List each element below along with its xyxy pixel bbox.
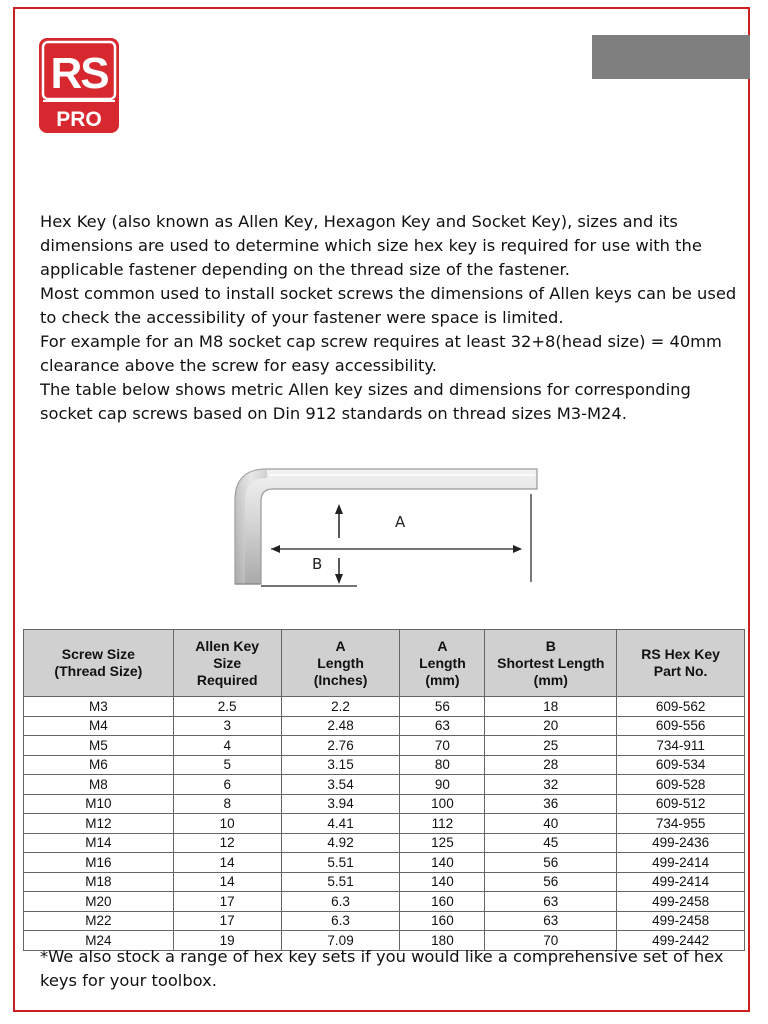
table-cell: 609-534 — [617, 755, 745, 775]
table-row — [24, 755, 745, 775]
hex-key-shape — [235, 469, 537, 584]
table-cell: 10 — [173, 814, 281, 834]
table-cell: 25 — [485, 736, 617, 756]
table-header-row — [24, 630, 745, 697]
intro-text — [40, 210, 740, 426]
table-cell: 609-562 — [617, 697, 745, 717]
column-header: A Length (Inches) — [281, 630, 400, 697]
table-cell: 6.3 — [281, 911, 400, 931]
table-cell: 45 — [485, 833, 617, 853]
table-row — [24, 872, 745, 892]
table-cell: 3.94 — [281, 794, 400, 814]
intro-paragraph: For example for an M8 socket cap screw requires at least 32+8(head size) = 40mm clearance above the screw for easy accessibility. — [40, 332, 722, 375]
table-cell: 5.51 — [281, 853, 400, 873]
table-cell: M3 — [24, 697, 174, 717]
table-cell: 609-512 — [617, 794, 745, 814]
table-row — [24, 892, 745, 912]
table-cell: 499-2442 — [617, 931, 745, 951]
table-cell: 28 — [485, 755, 617, 775]
footnote: *We also stock a range of hex key sets if you would like a comprehensive set of hex keys for your toolbox. — [40, 947, 724, 990]
table-cell: 6 — [173, 775, 281, 795]
table-cell: 63 — [400, 716, 485, 736]
table-row — [24, 736, 745, 756]
table-cell: 499-2458 — [617, 892, 745, 912]
hex-key-size-table — [23, 629, 745, 951]
table-cell: 70 — [485, 931, 617, 951]
table-cell: 5 — [173, 755, 281, 775]
intro-paragraph: The table below shows metric Allen key sizes and dimensions for corresponding socket cap screws based on Din 912 standards on thread sizes M3-M24. — [40, 380, 691, 423]
table-row — [24, 794, 745, 814]
table-cell: 160 — [400, 911, 485, 931]
logo-rs-text: RS — [50, 49, 108, 98]
column-header: A Length (mm) — [400, 630, 485, 697]
table-cell: 3.54 — [281, 775, 400, 795]
table-cell: 499-2436 — [617, 833, 745, 853]
table-cell: 7.09 — [281, 931, 400, 951]
table-cell: 112 — [400, 814, 485, 834]
table-cell: 70 — [400, 736, 485, 756]
table-cell: 499-2458 — [617, 911, 745, 931]
table-body — [24, 697, 745, 951]
table-cell: 90 — [400, 775, 485, 795]
table-row — [24, 814, 745, 834]
table-cell: 56 — [485, 853, 617, 873]
table-cell: 14 — [173, 872, 281, 892]
table-cell: 17 — [173, 911, 281, 931]
table-cell: M5 — [24, 736, 174, 756]
table-cell: 160 — [400, 892, 485, 912]
arrow-down-icon — [335, 574, 343, 584]
table-cell: 734-911 — [617, 736, 745, 756]
table-cell: 4.41 — [281, 814, 400, 834]
table-cell: 4 — [173, 736, 281, 756]
table-cell: 32 — [485, 775, 617, 795]
table-cell: M20 — [24, 892, 174, 912]
table-cell: M18 — [24, 872, 174, 892]
table-cell: M16 — [24, 853, 174, 873]
dimension-b-label: B — [312, 555, 323, 573]
table-cell: 180 — [400, 931, 485, 951]
table-cell: 14 — [173, 853, 281, 873]
column-header: RS Hex Key Part No. — [617, 630, 745, 697]
table-row — [24, 853, 745, 873]
table-cell: 80 — [400, 755, 485, 775]
table-row — [24, 697, 745, 717]
rs-pro-logo — [39, 38, 119, 133]
table-cell: 734-955 — [617, 814, 745, 834]
column-header: Allen Key Size Required — [173, 630, 281, 697]
table-cell: 6.3 — [281, 892, 400, 912]
table-cell: 2.2 — [281, 697, 400, 717]
arrow-right-icon — [513, 545, 522, 553]
table-cell: 609-528 — [617, 775, 745, 795]
hex-key-diagram — [225, 458, 555, 593]
table-row — [24, 911, 745, 931]
table-cell: 2.76 — [281, 736, 400, 756]
table-cell: 63 — [485, 911, 617, 931]
table-cell: 499-2414 — [617, 872, 745, 892]
table-cell: 3.15 — [281, 755, 400, 775]
table-cell: 18 — [485, 697, 617, 717]
table-cell: 40 — [485, 814, 617, 834]
dimension-a-label: A — [395, 513, 406, 531]
table-cell: 36 — [485, 794, 617, 814]
table-cell: M4 — [24, 716, 174, 736]
table-cell: 609-556 — [617, 716, 745, 736]
table-cell: M10 — [24, 794, 174, 814]
table-cell: 19 — [173, 931, 281, 951]
table-cell: M14 — [24, 833, 174, 853]
arrow-left-icon — [271, 545, 280, 553]
table-cell: 3 — [173, 716, 281, 736]
table-cell: 499-2414 — [617, 853, 745, 873]
column-header: Screw Size (Thread Size) — [24, 630, 174, 697]
header-grey-bar — [592, 35, 750, 79]
table-cell: 125 — [400, 833, 485, 853]
table-cell: M12 — [24, 814, 174, 834]
table-row — [24, 775, 745, 795]
table-cell: M24 — [24, 931, 174, 951]
table-cell: 100 — [400, 794, 485, 814]
table-cell: M6 — [24, 755, 174, 775]
table-row — [24, 716, 745, 736]
intro-paragraph: Most common used to install socket screws the dimensions of Allen keys can be used to check the accessibility of your fastener were space is limited. — [40, 284, 737, 327]
table-cell: 20 — [485, 716, 617, 736]
table-cell: 17 — [173, 892, 281, 912]
table-cell: 4.92 — [281, 833, 400, 853]
column-header: B Shortest Length (mm) — [485, 630, 617, 697]
table-cell: 8 — [173, 794, 281, 814]
table-cell: 2.5 — [173, 697, 281, 717]
arrow-up-icon — [335, 504, 343, 514]
table-cell: 63 — [485, 892, 617, 912]
intro-paragraph: Hex Key (also known as Allen Key, Hexagon Key and Socket Key), sizes and its dimensions are used to determine which size hex key is required for use with the applicable fastener depending on the thread size of the fastener. — [40, 212, 702, 279]
table-cell: 140 — [400, 853, 485, 873]
table-cell: 56 — [400, 697, 485, 717]
table-cell: M22 — [24, 911, 174, 931]
logo-pro-text: PRO — [56, 108, 102, 131]
table-cell: 2.48 — [281, 716, 400, 736]
table-cell: 12 — [173, 833, 281, 853]
table-row — [24, 833, 745, 853]
table-cell: M8 — [24, 775, 174, 795]
table-cell: 5.51 — [281, 872, 400, 892]
table-cell: 140 — [400, 872, 485, 892]
table-cell: 56 — [485, 872, 617, 892]
